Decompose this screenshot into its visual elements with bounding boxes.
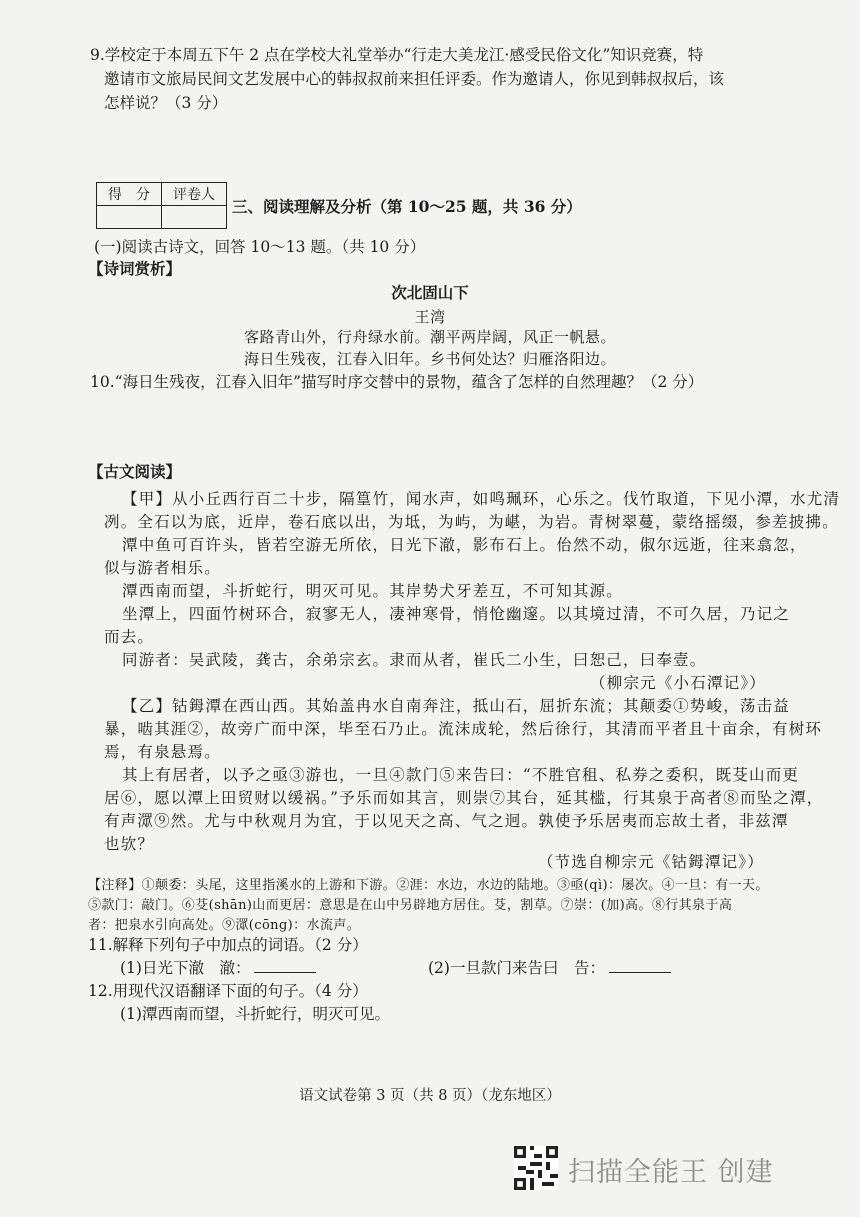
question-9-line-3: 怎样说？（3 分） [104,94,228,112]
jia-line: 冽。全石以为底，近岸，卷石底以出，为坻，为屿，为嵁，为岩。青树翠蔓，蒙络摇缀，参差披拂。 [104,513,839,531]
question-12-item-1: (1)潭西南而望，斗折蛇行，明灭可见。 [120,1005,390,1023]
qr-code-icon [514,1146,558,1190]
yi-line: 暴，啮其涯②，故旁广而中深，毕至石乃止。流沫成轮，然后徐行，其清而平者且十亩余，有树环 [104,720,823,738]
yi-line: 也欤？ [104,835,155,853]
jia-line: 似与游者相乐。 [104,559,221,577]
jia-source: （柳宗元《小石潭记》） [590,674,766,692]
score-cell [97,206,162,229]
notes-line: 者：把泉水引向高处。⑨潀(cōng)：水流声。 [88,918,361,933]
grader-cell [162,206,227,229]
poem-title: 次北固山下 [391,283,469,302]
jia-line: 同游者：吴武陵，龚古，余弟宗玄。隶而从者，崔氏二小生，曰恕己，曰奉壹。 [122,651,707,669]
notes-line: ⑤款门：敲门。⑥芟(shān)山而更居：意思是在山中另辟地方居住。芟，割草。⑦崇：(加)高。⑧行其泉于高 [88,898,733,913]
yi-line: 其上有居者，以予之亟③游也，一旦④款门⑤来告曰：“不胜官租、私券之委积，既芟山而更 [122,766,800,784]
poem-line-2: 海日生残夜，江春入旧年。乡书何处达？归雁洛阳边。 [243,350,616,368]
answer-blank-2[interactable] [609,958,671,973]
yi-line: 焉，有泉悬焉。 [104,743,221,761]
part-1-heading: (一)阅读古诗文，回答 10～13 题。（共 10 分） [94,238,426,256]
yi-line: 居⑥，愿以潭上田贸财以缓祸。”予乐而如其言，则崇⑦其台，延其槛，行其泉于高者⑧而坠之潭， [104,789,824,807]
question-11-item-2 [428,957,671,979]
answer-blank-1[interactable] [254,958,316,973]
page-footer: 语文试卷第 3 页（共 8 页）（龙东地区） [299,1088,561,1104]
poem-line-1: 客路青山外，行舟绿水前。潮平两岸阔，风正一帆悬。 [243,328,616,346]
yi-source: （节选自柳宗元《钴鉧潭记》） [537,853,764,871]
question-11-item-1-text: (1)日光下澈 澈： [120,959,251,977]
jia-line: 潭西南而望，斗折蛇行，明灭可见。其岸势犬牙差互，不可知其源。 [122,582,624,600]
question-12: 12.用现代汉语翻译下面的句子。（4 分） [88,982,368,1000]
yi-line: 【乙】钴鉧潭在西山西。其始盖冉水自南奔注，抵山石，屈折东流；其颠委①势峻，荡击益 [122,697,791,715]
notes-line: 【注释】①颠委：头尾，这里指溪水的上游和下游。②涯：水边，水边的陆地。③亟(qì)：屡次。④一旦：有一天。 [88,878,769,893]
jia-line: 坐潭上，四面竹树环合，寂寥无人，凄神寒骨，悄怆幽邃。以其境过清，不可久居，乃记之 [122,605,791,623]
question-11-item-2-text: (2)一旦款门来告曰 告： [428,959,605,977]
question-10: 10.“海日生残夜，江春入旧年”描写时序交替中的景物，蕴含了怎样的自然理趣？（2 分） [90,373,704,391]
grader-label: 评卷人 [162,183,227,206]
question-9-line-1: 9.学校定于本周五下午 2 点在学校大礼堂举办“行走大美龙江·感受民俗文化”知识竞赛，特 [90,46,704,64]
jia-line: 潭中鱼可百许头，皆若空游无所依，日光下澈，影布石上。佁然不动，俶尔远逝，往来翕忽， [122,536,807,554]
poem-author: 王湾 [414,308,446,326]
score-label: 得 分 [97,183,162,206]
question-11: 11.解释下列句子中加点的词语。（2 分） [88,936,368,954]
score-box [96,182,227,229]
scanner-watermark: 扫描全能王 创建 [568,1157,774,1188]
question-11-item-1 [120,957,316,979]
poem-label: 【诗词赏析】 [88,259,182,278]
section-3-heading: 三、阅读理解及分析（第 10～25 题，共 36 分） [232,197,582,216]
prose-label: 【古文阅读】 [88,462,182,481]
question-9-line-2: 邀请市文旅局民间文艺发展中心的韩叔叔前来担任评委。作为邀请人，你见到韩叔叔后，该 [104,70,725,88]
yi-line: 有声潀⑨然。尤与中秋观月为宜，于以见天之高、气之迥。孰使予乐居夷而忘故土者，非兹潭 [104,812,789,830]
jia-line: 【甲】从小丘西行百二十步，隔篁竹，闻水声，如鸣珮环，心乐之。伐竹取道，下见小潭，水尤清 [122,490,841,508]
jia-line: 而去。 [104,628,155,646]
